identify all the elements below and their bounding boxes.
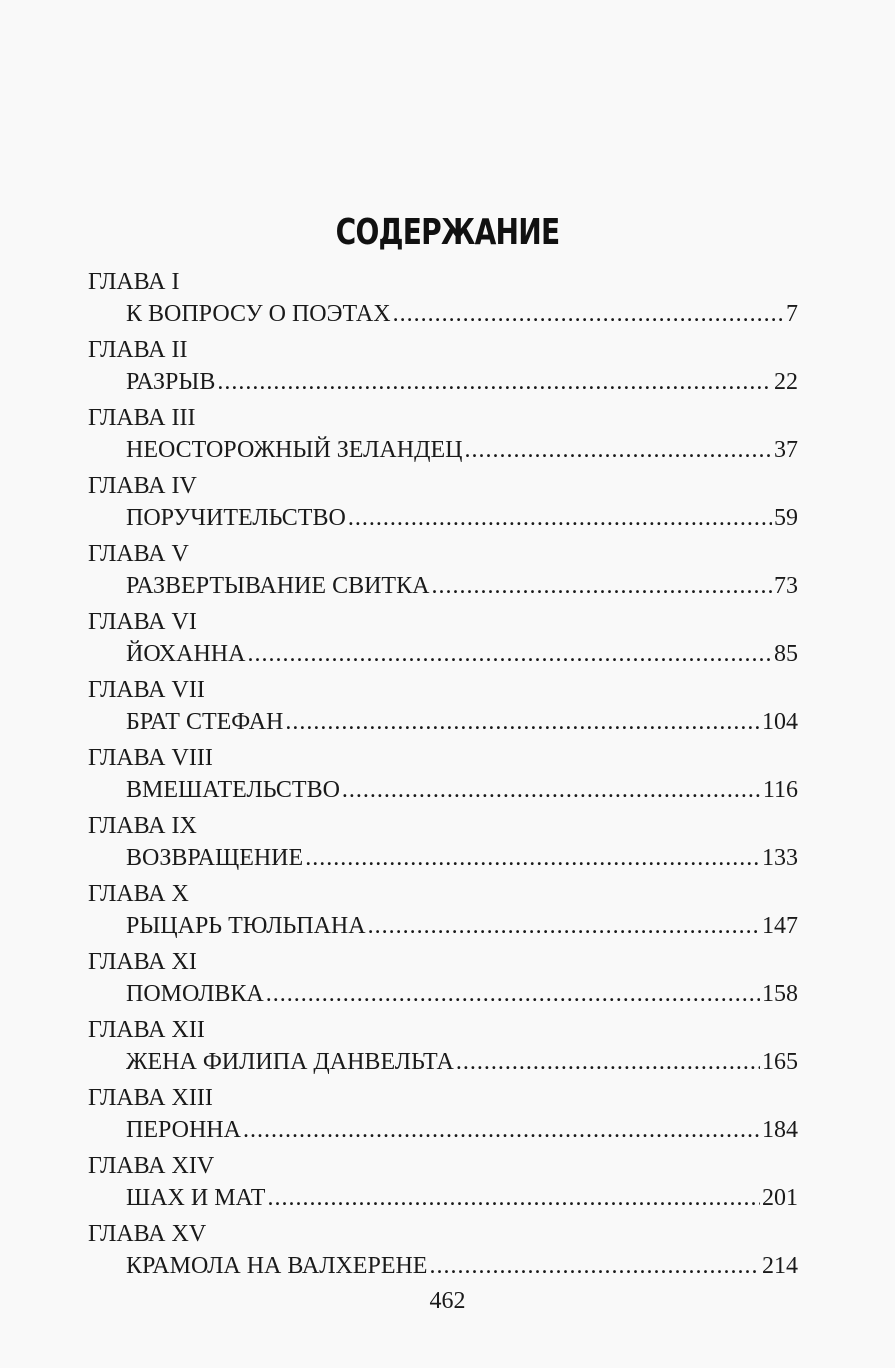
chapter-title: ЙОХАННА: [126, 641, 246, 667]
chapter-page-number: 214: [762, 1253, 798, 1279]
dot-leader: [368, 910, 760, 942]
chapter-title: ЖЕНА ФИЛИПА ДАНВЕЛЬТА: [126, 1049, 454, 1075]
chapter-label: ГЛАВА XII: [88, 1017, 205, 1043]
dot-leader: [266, 978, 760, 1010]
dot-leader: [305, 842, 760, 874]
toc-chapter: [88, 470, 798, 538]
chapter-title: ВМЕШАТЕЛЬСТВО: [126, 777, 340, 803]
chapter-page-number: 85: [774, 641, 798, 667]
toc-chapter: [88, 1218, 798, 1286]
chapter-page-number: 184: [762, 1117, 798, 1143]
dot-leader: [348, 502, 772, 534]
chapter-page-number: 133: [762, 845, 798, 871]
toc-entry: [126, 502, 798, 534]
toc-entry: [126, 366, 798, 398]
chapter-label: ГЛАВА X: [88, 881, 189, 907]
chapter-title: ШАХ И МАТ: [126, 1185, 266, 1211]
chapter-page-number: 201: [762, 1185, 798, 1211]
dot-leader: [464, 434, 772, 466]
toc-chapter: [88, 402, 798, 470]
chapter-label: ГЛАВА II: [88, 337, 188, 363]
chapter-page-number: 7: [786, 301, 798, 327]
chapter-label: ГЛАВА XIII: [88, 1085, 213, 1111]
chapter-title: НЕОСТОРОЖНЫЙ ЗЕЛАНДЕЦ: [126, 437, 463, 463]
toc-entry: [126, 1250, 798, 1282]
chapter-label: ГЛАВА VIII: [88, 745, 213, 771]
toc-entry: [126, 1182, 798, 1214]
dot-leader: [393, 298, 784, 330]
dot-leader: [243, 1114, 760, 1146]
toc-chapter: [88, 946, 798, 1014]
chapter-title: ПОРУЧИТЕЛЬСТВО: [126, 505, 346, 531]
toc-entry: [126, 434, 798, 466]
chapter-title: К ВОПРОСУ О ПОЭТАХ: [126, 301, 391, 327]
toc-entry: [126, 910, 798, 942]
chapter-page-number: 158: [762, 981, 798, 1007]
chapter-title: ВОЗВРАЩЕНИЕ: [126, 845, 304, 871]
chapter-page-number: 104: [762, 709, 798, 735]
toc-entry: [126, 842, 798, 874]
chapter-page-number: 37: [774, 437, 798, 463]
page-number: 462: [429, 1288, 466, 1314]
toc-chapter: [88, 606, 798, 674]
chapter-page-number: 73: [774, 573, 798, 599]
chapter-label: ГЛАВА XIV: [88, 1153, 215, 1179]
toc-chapter: [88, 266, 798, 334]
chapter-title: РЫЦАРЬ ТЮЛЬПАНА: [126, 913, 366, 939]
chapter-page-number: 22: [774, 369, 798, 395]
chapter-label: ГЛАВА III: [88, 405, 196, 431]
chapter-page-number: 165: [762, 1049, 798, 1075]
toc-chapter: [88, 810, 798, 878]
chapter-title: РАЗРЫВ: [126, 369, 216, 395]
chapter-label: ГЛАВА VI: [88, 609, 197, 635]
chapter-label: ГЛАВА XV: [88, 1221, 207, 1247]
dot-leader: [456, 1046, 760, 1078]
dot-leader: [429, 1250, 760, 1282]
chapter-title: ПОМОЛВКА: [126, 981, 264, 1007]
toc-chapter: [88, 1014, 798, 1082]
dot-leader: [267, 1182, 760, 1214]
chapter-label: ГЛАВА I: [88, 269, 180, 295]
toc-entry: [126, 1046, 798, 1078]
toc-entry: [126, 774, 798, 806]
chapter-page-number: 147: [762, 913, 798, 939]
toc-entry: [126, 706, 798, 738]
toc-chapter: [88, 742, 798, 810]
chapter-page-number: 59: [774, 505, 798, 531]
toc-chapter: [88, 538, 798, 606]
table-of-contents: [88, 266, 798, 1286]
chapter-title: РАЗВЕРТЫВАНИЕ СВИТКА: [126, 573, 430, 599]
toc-entry: [126, 1114, 798, 1146]
chapter-page-number: 116: [762, 777, 798, 803]
chapter-title: БРАТ СТЕФАН: [126, 709, 284, 735]
chapter-label: ГЛАВА IV: [88, 473, 197, 499]
dot-leader: [342, 774, 761, 806]
chapter-label: ГЛАВА V: [88, 541, 189, 567]
toc-heading: СОДЕРЖАНИЕ: [335, 212, 560, 253]
toc-entry: [126, 570, 798, 602]
dot-leader: [217, 366, 772, 398]
toc-chapter: [88, 1082, 798, 1150]
toc-chapter: [88, 1150, 798, 1218]
dot-leader: [431, 570, 772, 602]
toc-chapter: [88, 878, 798, 946]
toc-entry: [126, 638, 798, 670]
toc-chapter: [88, 674, 798, 742]
toc-entry: [126, 298, 798, 330]
toc-entry: [126, 978, 798, 1010]
chapter-title: КРАМОЛА НА ВАЛХЕРЕНЕ: [126, 1253, 428, 1279]
dot-leader: [247, 638, 772, 670]
chapter-label: ГЛАВА IX: [88, 813, 197, 839]
toc-chapter: [88, 334, 798, 402]
dot-leader: [285, 706, 760, 738]
chapter-label: ГЛАВА XI: [88, 949, 197, 975]
chapter-label: ГЛАВА VII: [88, 677, 205, 703]
chapter-title: ПЕРОННА: [126, 1117, 241, 1143]
